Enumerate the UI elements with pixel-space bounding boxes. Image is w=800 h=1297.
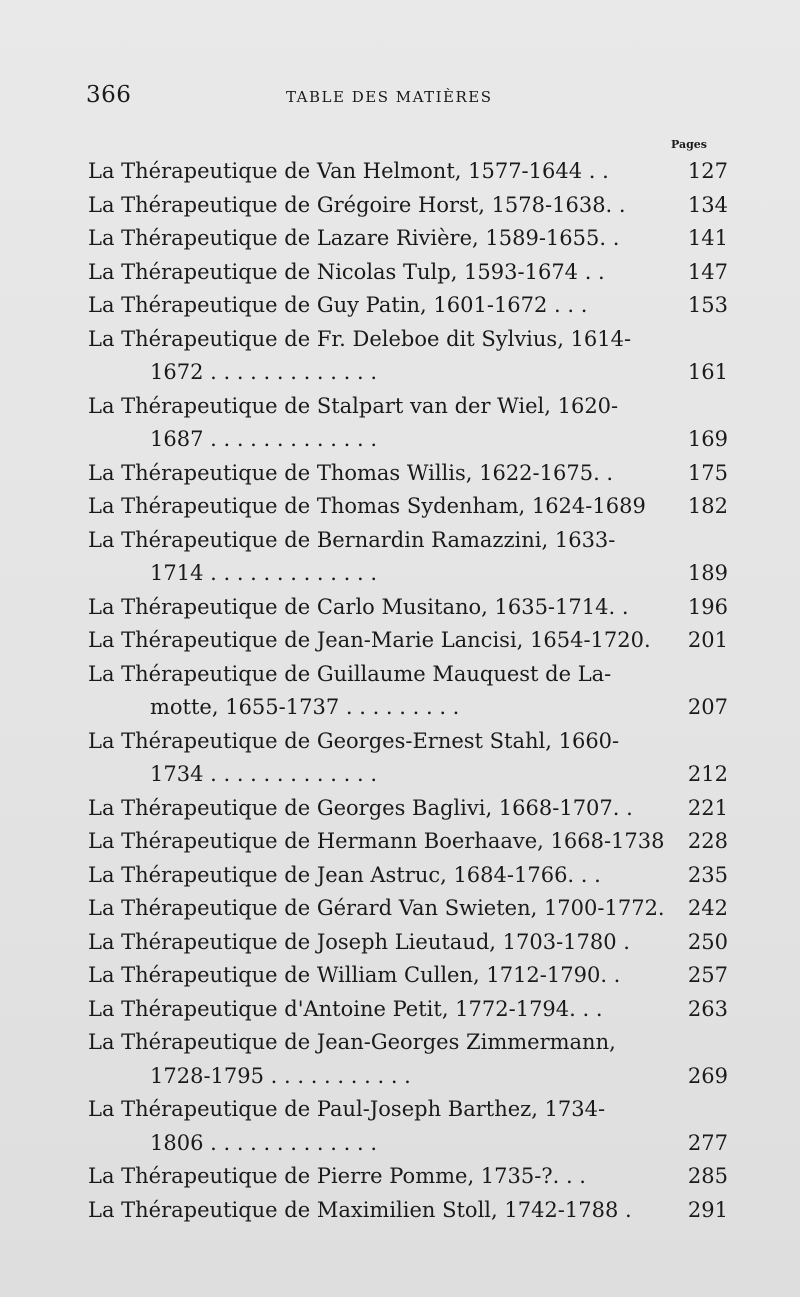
toc-entry-title: La Thérapeutique de Guy Patin, 1601-1672 . . .: [88, 293, 588, 317]
toc-entry: [88, 155, 728, 189]
toc-entry-page: 182: [687, 494, 728, 518]
toc-entry-page: 161: [687, 360, 728, 384]
toc-entry: [88, 289, 728, 323]
toc-entry: [88, 1093, 728, 1160]
toc-entry-continuation: 1672 . . . . . . . . . . . . .: [150, 360, 378, 384]
toc-entry-title: La Thérapeutique de Fr. Deleboe dit Sylvius, 1614-: [88, 326, 632, 351]
toc-entry-page: 285: [687, 1164, 728, 1188]
toc-entry-title: La Thérapeutique de Gérard Van Swieten, 1700-1772.: [88, 896, 665, 920]
toc-entry-title: La Thérapeutique de Thomas Willis, 1622-1675. .: [88, 460, 614, 485]
toc-entry-page: 207: [687, 695, 728, 719]
toc-entry-page: 257: [687, 963, 728, 987]
toc-entry-continuation: 1687 . . . . . . . . . . . . .: [150, 427, 378, 451]
toc-entry-title: La Thérapeutique de Paul-Joseph Barthez, 1734-: [88, 1097, 606, 1121]
toc-entry-title: La Thérapeutique de William Cullen, 1712-1790. .: [88, 963, 621, 987]
toc-entry-title: La Thérapeutique de Georges-Ernest Stahl, 1660-: [88, 728, 620, 753]
toc-entry-continuation: motte, 1655-1737 . . . . . . . . .: [150, 695, 460, 719]
toc-entry-page: 189: [687, 561, 728, 585]
toc-entry-title: La Thérapeutique de Jean-Georges Zimmermann,: [88, 1030, 616, 1054]
running-title: TABLE DES MATIÈRES: [286, 88, 493, 106]
toc-entry-title: La Thérapeutique de Joseph Lieutaud, 1703-1780 .: [88, 929, 630, 954]
toc-entry-title: La Thérapeutique de Jean Astruc, 1684-1766. . .: [88, 862, 601, 887]
toc-entry-title: La Thérapeutique de Nicolas Tulp, 1593-1674 . .: [88, 259, 605, 284]
toc-entry-page: 212: [687, 762, 728, 786]
page-number: 366: [86, 82, 132, 108]
toc-entry-title: La Thérapeutique de Hermann Boerhaave, 1668-1738: [88, 829, 665, 853]
toc-entry: [88, 859, 728, 893]
toc-entry-title: La Thérapeutique de Jean-Marie Lancisi, 1654-1720.: [88, 628, 651, 652]
toc-entry-page: 134: [687, 192, 728, 217]
toc-entry: [88, 591, 728, 625]
toc-entry-continuation: 1806 . . . . . . . . . . . . .: [150, 1130, 378, 1155]
toc-entry-title: La Thérapeutique de Stalpart van der Wiel, 1620-: [88, 393, 619, 418]
toc-entry-title: La Thérapeutique d'Antoine Petit, 1772-1794. . .: [88, 996, 603, 1021]
toc-entry: [88, 323, 728, 390]
toc-entry-page: 196: [687, 594, 728, 619]
table-of-contents: [88, 155, 728, 1227]
toc-entry: [88, 1160, 728, 1194]
toc-entry-continuation: 1734 . . . . . . . . . . . . .: [150, 762, 378, 786]
toc-entry-title: La Thérapeutique de Thomas Sydenham, 1624-1689: [88, 494, 646, 518]
toc-entry-title: La Thérapeutique de Guillaume Mauquest de La-: [88, 661, 612, 686]
pages-column-label: Pages: [671, 138, 707, 151]
toc-entry-continuation: 1728-1795 . . . . . . . . . . .: [150, 1063, 411, 1088]
toc-entry: [88, 524, 728, 591]
toc-entry-page: 127: [687, 159, 728, 183]
toc-entry-page: 263: [687, 996, 728, 1021]
toc-entry: [88, 256, 728, 290]
toc-entry: [88, 825, 728, 859]
toc-entry-title: La Thérapeutique de Carlo Musitano, 1635-1714. .: [88, 594, 629, 619]
toc-entry: [88, 1026, 728, 1093]
toc-entry: [88, 725, 728, 792]
toc-entry: [88, 490, 728, 524]
toc-entry-title: La Thérapeutique de Georges Baglivi, 1668-1707. .: [88, 795, 633, 820]
toc-entry-page: 250: [687, 929, 728, 954]
toc-entry: [88, 792, 728, 826]
toc-entry-continuation: 1714 . . . . . . . . . . . . .: [150, 561, 378, 585]
toc-entry: [88, 624, 728, 658]
toc-entry: [88, 892, 728, 926]
toc-entry-page: 242: [687, 896, 728, 920]
toc-entry-title: La Thérapeutique de Maximilien Stoll, 1742-1788 .: [88, 1197, 632, 1222]
toc-entry-title: La Thérapeutique de Bernardin Ramazzini, 1633-: [88, 527, 616, 552]
toc-entry-page: 235: [687, 862, 728, 887]
toc-entry-page: 277: [687, 1130, 728, 1155]
running-head: [86, 82, 726, 112]
toc-entry: [88, 390, 728, 457]
toc-entry-page: 291: [687, 1197, 728, 1222]
toc-entry-page: 269: [687, 1063, 728, 1088]
toc-entry-page: 221: [687, 795, 728, 820]
toc-entry-page: 228: [687, 829, 728, 853]
toc-entry: [88, 1194, 728, 1228]
toc-entry: [88, 959, 728, 993]
toc-entry-page: 147: [687, 259, 728, 284]
toc-entry-title: La Thérapeutique de Lazare Rivière, 1589-1655. .: [88, 226, 620, 250]
toc-entry: [88, 993, 728, 1027]
toc-entry: [88, 222, 728, 256]
toc-entry-page: 153: [687, 293, 728, 317]
toc-entry-title: La Thérapeutique de Pierre Pomme, 1735-?. . .: [88, 1164, 586, 1188]
toc-entry: [88, 658, 728, 725]
toc-entry: [88, 189, 728, 223]
toc-entry-page: 141: [687, 226, 728, 250]
toc-entry-title: La Thérapeutique de Grégoire Horst, 1578-1638. .: [88, 192, 626, 217]
toc-entry-title: La Thérapeutique de Van Helmont, 1577-1644 . .: [88, 159, 609, 183]
toc-entry-page: 169: [687, 427, 728, 451]
toc-entry: [88, 926, 728, 960]
toc-entry-page: 201: [687, 628, 728, 652]
toc-entry-page: 175: [687, 460, 728, 485]
toc-entry: [88, 457, 728, 491]
